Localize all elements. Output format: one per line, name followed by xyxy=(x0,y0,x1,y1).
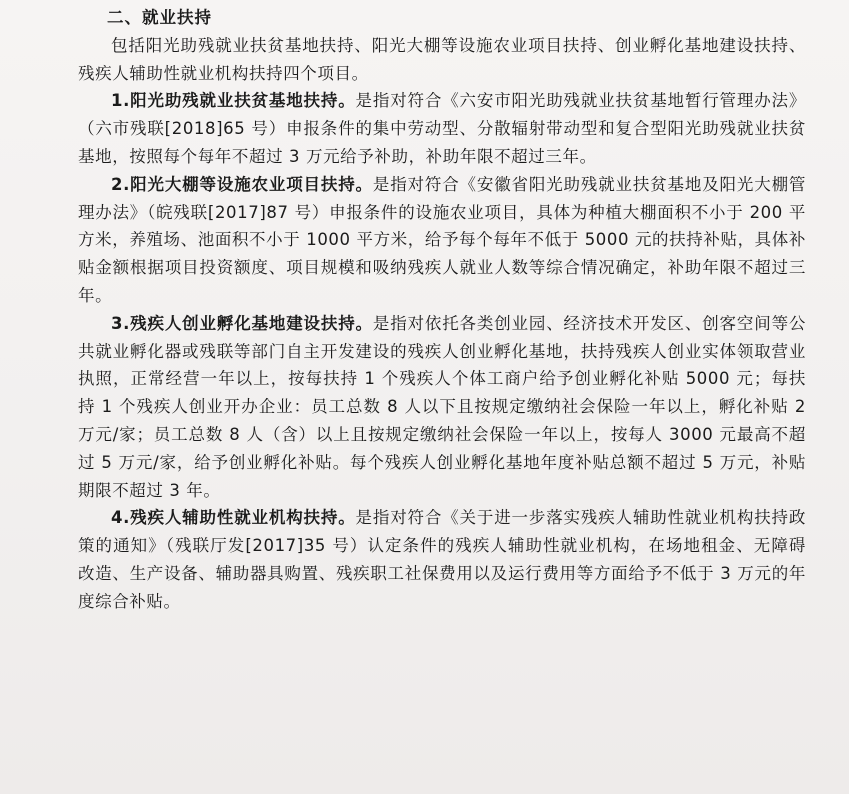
item-2-body: 是指对符合《安徽省阳光助残就业扶贫基地及阳光大棚管理办法》（皖残联[2017]87 号）申报条件的设施农业项目，具体为种植大棚面积不小于 200 平方米，养殖场、池面积不小于 1000 平方米，给予每个每年不低于 5000 元的扶持补贴，具体补贴金额根据项目投资额度、项目规模和吸纳残疾人就业人数等综合情况确定，补助年限不超过三年。 xyxy=(78,174,806,305)
intro-paragraph: 包括阳光助残就业扶贫基地扶持、阳光大棚等设施农业项目扶持、创业孵化基地建设扶持、残疾人辅助性就业机构扶持四个项目。 xyxy=(78,35,806,83)
item-4-title: 4.残疾人辅助性就业机构扶持。 xyxy=(111,508,356,528)
item-1-body: 是指对符合《六安市阳光助残就业扶贫基地暂行管理办法》（六市残联[2018]65 号）申报条件的集中劳动型、分散辐射带动型和复合型阳光助残就业扶贫基地，按照每个每年不超过 3 万元给予补助，补助年限不超过三年。 xyxy=(78,91,806,166)
item-4-body: 是指对符合《关于进一步落实残疾人辅助性就业机构扶持政策的通知》（残联厅发[2017]35 号）认定条件的残疾人辅助性就业机构，在场地租金、无障碍改造、生产设备、辅助器具购置、残疾职工社保费用以及运行费用等方面给予不低于 3 万元的年度综合补贴。 xyxy=(78,508,806,611)
section-heading: 二、就业扶持 xyxy=(107,8,212,27)
item-1-paragraph xyxy=(78,87,806,170)
item-3-body: 是指对依托各类创业园、经济技术开发区、创客空间等公共就业孵化器或残联等部门自主开发建设的残疾人创业孵化基地，扶持残疾人创业实体领取营业执照，正常经营一年以上，按每扶持 1 个残疾人个体工商户给予创业孵化补贴 5000 元；每扶持 1 个残疾人创业开办企业：员工总数 8 人以下且按规定缴纳社会保险一年以上，孵化补贴 2 万元/家；员工总数 8 人（含）以上且按规定缴纳社会保险一年以上，按每人 3000 元最高不超过 5 万元/家，给予创业孵化补贴。每个残疾人创业孵化基地年度补贴总额不超过 5 万元，补贴期限不超过 3 年。 xyxy=(78,313,806,500)
item-3-title: 3.残疾人创业孵化基地建设扶持。 xyxy=(111,313,373,333)
item-3-paragraph xyxy=(78,310,806,505)
item-2-title: 2.阳光大棚等设施农业项目扶持。 xyxy=(111,174,373,194)
item-4-paragraph xyxy=(78,504,806,615)
item-1-title: 1.阳光助残就业扶贫基地扶持。 xyxy=(111,91,356,111)
item-2-paragraph xyxy=(78,171,806,310)
document-body xyxy=(78,4,806,616)
